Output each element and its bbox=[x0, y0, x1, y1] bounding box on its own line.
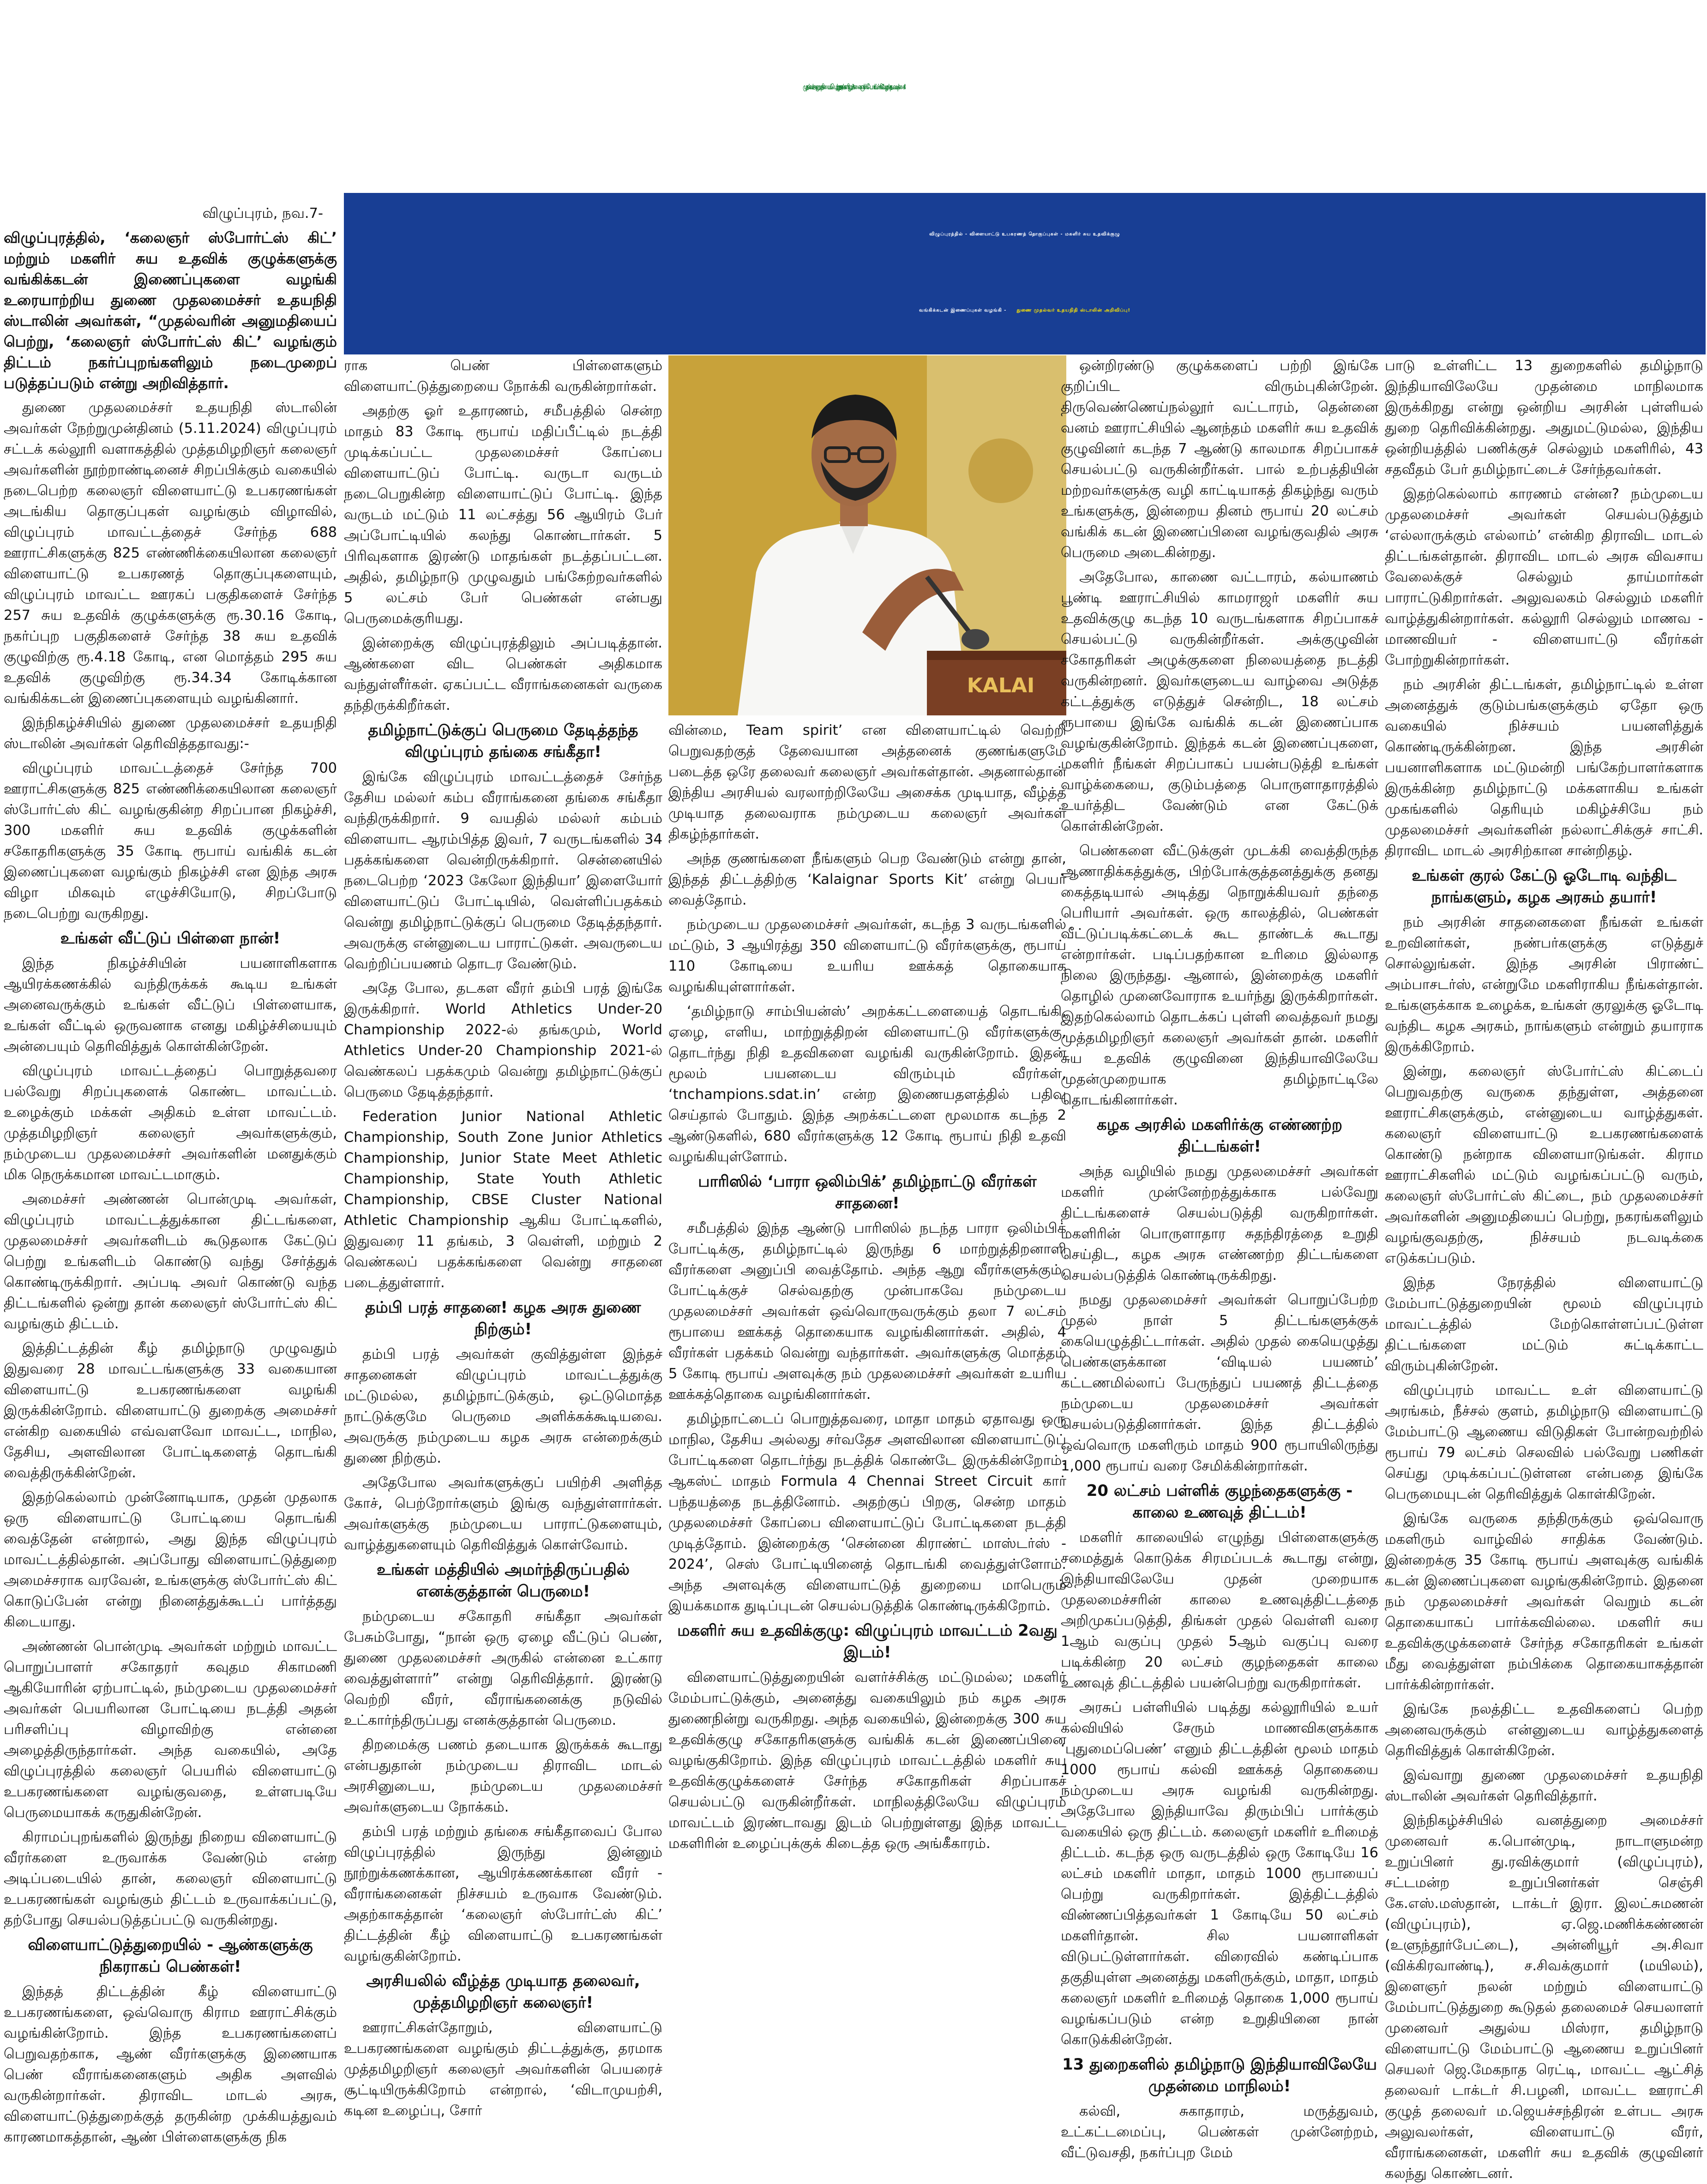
subheading: 13 துறைகளில் தமிழ்நாடு இந்தியாவிலேயே முதன்மை மாநிலம்! bbox=[1062, 2055, 1377, 2095]
paragraph: இந்த நிகழ்ச்சியின் பயனாளிகளாக ஆயிரக்கணக்கில் வந்திருக்கக் கூடிய உங்கள் அனைவருக்கும் உங்கள் வீட்டுப் பிள்ளையாக, உங்கள் வீட்டில் ஒருவனாக எனது மகிழ்ச்சியையும் அன்பையும் தெரிவித்துக் கொள்கின்றேன். bbox=[4, 955, 337, 1055]
subheading: மகளிர் சுய உதவிக்குழு: விழுப்புரம் மாவட்டம் 2வது இடம்! bbox=[677, 1621, 1058, 1662]
paragraph: நம்முடைய முதலமைச்சர் அவர்கள், கடந்த 3 வருடங்களில் மட்டும், 3 ஆயிரத்து 350 விளையாட்டு வீரர்களுக்கு, ரூபாய் 110 கோடியை உயரிய ஊக்கத் தொகையாக வழங்கியுள்ளார்கள். bbox=[668, 917, 1066, 995]
paragraph: இத்திட்டத்தின் கீழ் தமிழ்நாடு முழுவதும் இதுவரை 28 மாவட்டங்களுக்கு 33 வகையான விளையாட்டு உபகரணங்களை வழங்கி இருக்கின்றோம். விளையாட்டு துறைக்கு அமைச்சர் என்கிற வகையில் எவ்வளவோ மாவட்ட, மாநில, தேசிய, அளவிலான போட்டிகளைத் தொடங்கி வைத்திருக்கின்றேன். bbox=[4, 1340, 337, 1481]
paragraph: இங்கே விழுப்புரம் மாவட்டத்தைச் சேர்ந்த தேசிய மல்லர் கம்ப வீராங்கனை தங்கை சங்கீதா வந்திருக்கிறார். 9 வயதில் மல்லர் கம்பம் விளையாட ஆரம்பித்த இவர், 7 வருடங்களில் 34 பதக்கங்களை வென்றிருக்கிறார். சென்னையில் நடைபெற்ற ‘2023 கேலோ இந்தியா’ இளையோர் விளையாட்டுப் போட்டியில், வெள்ளிப்பதக்கம் வென்று தமிழ்நாட்டுக்குப் பெருமை தேடித்தந்தார். அவருக்கு என்னுடைய பாராட்டுகள். அவருடைய வெற்றிப்பயணம் தொடர வேண்டும். bbox=[344, 769, 662, 972]
article-column-1 bbox=[4, 203, 337, 2145]
dateline: விழுப்புரம், நவ.7- bbox=[202, 205, 323, 222]
subheading: அரசியலில் வீழ்த்த முடியாத தலைவர், முத்தமிழறிஞர் கலைஞர்! bbox=[366, 1972, 640, 2012]
paragraph: சமீபத்தில் இந்த ஆண்டு பாரிஸில் நடந்த பாரா ஒலிம்பிக் போட்டிக்கு, தமிழ்நாட்டில் இருந்து 6 மாற்றுத்திறனாளி வீரர்களை அனுப்பி வைத்தோம். அந்த ஆறு வீரர்களுக்கும், போட்டிக்குச் செல்வதற்கு முன்பாகவே நம்முடைய முதலமைச்சர் அவர்கள் ஒவ்வொருவருக்கும் தலா 7 லட்சம் ரூபாயை ஊக்கத் தொகையாக வழங்கினார்கள். அதில், 4 வீரர்கள் பதக்கம் வென்று வந்தார்கள். அவர்களுக்கு மொத்தம் 5 கோடி ரூபாய் அளவுக்கு நம் முதலமைச்சர் அவர்கள் உயரிய ஊக்கத்தொகை வழங்கினார்கள். bbox=[668, 1220, 1066, 1403]
subheading: உங்கள் குரல் கேட்டு ஓடோடி வந்திட நாங்களும், கழக அரசும் தயார்! bbox=[1412, 866, 1677, 906]
event-photo bbox=[668, 355, 1066, 715]
banner-line-2-highlight: துணை முதல்வர் உதயநிதி ஸ்டாலின் அறிவிப்பு! bbox=[1016, 308, 1130, 313]
paragraph: இந்தத் திட்டத்தின் கீழ் விளையாட்டு உபகரணங்களை, ஒவ்வொரு கிராம ஊராட்சிக்கும் வழங்கின்றோம். இந்த உபகரணங்களைப் பெறுவதற்காக, ஆண் வீரர்களுக்கு இணையாக பெண் வீராங்கனைகளும் அதிக அளவில் வருகின்றார்கள். திராவிட மாடல் அரசு, விளையாட்டுத்துறைக்குத் தருகின்ற முக்கியத்துவம் காரணமாகத்தான், ஆண் பிள்ளைகளுக்கு நிக bbox=[4, 1984, 337, 2145]
paragraph: நமது முதலமைச்சர் அவர்கள் பொறுப்பேற்ற முதல் நாள் 5 திட்டங்களுக்குக் கையெழுத்திட்டார்கள். அதில் முதல் கையெழுத்து பெண்களுக்கான ‘விடியல் பயணம்’ கட்டணமில்லாப் பேருந்துப் பயணத் திட்டத்தை நம்முடைய முதலமைச்சர் அவர்கள் செயல்படுத்தினார்கள். இந்த திட்டத்தில் ஒவ்வொரு மகளிரும் மாதம் 900 ரூபாயிலிருந்து 1,000 ரூபாய் வரை சேமிக்கின்றார்கள். bbox=[1061, 1292, 1378, 1474]
paragraph: Federation Junior National Athletic Championship, South Zone Junior Athletics Championship, Junior State Meet Athletic Championship, State Youth Athletic Championship, CBSE Cluster National Athletic Championship ஆகிய போட்டிகளில், இதுவரை 11 தங்கம், 3 வெள்ளி, மற்றும் 2 வெண்கலப் பதக்கங்களை வென்று சாதனை படைத்துள்ளார். bbox=[344, 1109, 662, 1291]
paragraph: தம்பி பரத் அவர்கள் குவித்துள்ள இந்தச் சாதனைகள் விழுப்புரம் மாவட்டத்துக்கு மட்டுமல்ல, தமிழ்நாட்டுக்கும், ஒட்டுமொத்த நாட்டுக்குமே பெருமை அளிக்கக்கூடியவை. அவருக்கு நம்முடைய கழக அரசு என்றைக்கும் துணை நிற்கும். bbox=[344, 1346, 662, 1466]
subheadline-banner bbox=[344, 193, 1706, 354]
paragraph: நம் அரசின் சாதனைகளை நீங்கள் உங்கள் உறவினர்கள், நண்பர்களுக்கு எடுத்துச் சொல்லுங்கள். இந்த அரசின் பிராண்ட் அம்பாசடர்ஸ், என்றுமே மகளிராகிய நீங்கள்தான். உங்களுக்காக உழைக்க, உங்கள் குரலுக்கு ஓடோடி வந்திட கழக அரசும், நாங்களும் என்றும் தயாராக இருக்கிறோம். bbox=[1385, 914, 1703, 1055]
paragraph: வின்மை, Team spirit’ என விளையாட்டில் வெற்றி பெறுவதற்குத் தேவையான அத்தனைக் குணங்களுமே படைத்த ஒரே தலைவர் கலைஞர் அவர்கள்தான். அதனால்தான் இந்திய அரசியல் வரலாற்றிலேயே அசைக்க முடியாத, வீழ்த்த முடியாத தலைவராக நம்முடைய கலைஞர் அவர்கள் திகழ்ந்தார்கள். bbox=[668, 722, 1066, 842]
paragraph: அதேபோல, காணை வட்டாரம், கல்யாணம் பூண்டி ஊராட்சியில் காமராஜர் மகளிர் சுய உதவிக்குழு கடந்த 10 வருடங்களாக சிறப்பாகச் செயல்பட்டு வருகின்றீர்கள். அக்குழுவின் சகோதரிகள் அழுக்குகளை நிலையத்தை நடத்தி வருகின்றனர். இவர்களுடைய வாழ்வை அடுத்த கட்டத்துக்கு எடுத்துச் சென்றிட, 18 லட்சம் ரூபாயை இங்கே வங்கிக் கடன் இணைப்பாக வழங்குகின்றோம். இந்தக் கடன் இணைப்புகளை, மகளிர் நீங்கள் சிறப்பாகப் பயன்படுத்தி உங்கள் வாழ்க்கையை, குடும்பத்தை பொருளாதாரத்தில் உயர்த்திட வேண்டும் என கேட்டுக் கொள்கின்றேன். bbox=[1061, 569, 1378, 834]
paragraph: அதேபோல அவர்களுக்குப் பயிற்சி அளித்த கோச், பெற்றோர்களும் இங்கு வந்துள்ளார்கள். அவர்களுக்கு நம்முடைய பாராட்டுகளையும், வாழ்த்துகளையும் தெரிவித்துக் கொள்வோம். bbox=[344, 1475, 662, 1553]
headline: முதல்வர் அனுமதியைப் பெற்று - நகரங்களிலும் ‘கலைஞர் ஸ்போர்ட்ஸ் கிட்’ வழங்க நடவடிக்கை! bbox=[803, 83, 904, 91]
paragraph: ராக பெண் பிள்ளைகளும் விளையாட்டுத்துறையை நோக்கி வருகின்றார்கள். bbox=[344, 358, 662, 395]
paragraph: பெண்களை வீட்டுக்குள் முடக்கி வைத்திருந்த ஆணாதிக்கத்துக்கு, பிற்போக்குத்தனத்துக்கு தனது கைத்தடியால் அடித்து நொறுக்கியவர் தந்தை பெரியார் அவர்கள். ஒரு காலத்தில், பெண்கள் வீட்டுப்படிக்கட்டைக் கூட தாண்டக் கூடாது என்றார்கள். படிப்பதற்கான உரிமை இல்லாத நிலை இருந்தது. ஆனால், இன்றைக்கு மகளிர் தொழில் முனைவோராக உயர்ந்து இருக்கிறார்கள். இதற்கெல்லாம் தொடக்கப் புள்ளி வைத்தவர் நமது முத்தமிழறிஞர் கலைஞர் அவர்கள் தான். மகளிர் சுய உதவிக் குழுவினை இந்தியாவிலேயே முதன்முறையாக தமிழ்நாட்டிலே தொடங்கினார்கள். bbox=[1061, 843, 1378, 1108]
paragraph: நம் அரசின் திட்டங்கள், தமிழ்நாட்டில் உள்ள அனைத்துக் குடும்பங்களுக்கும் ஏதோ ஒரு வகையில் நிச்சயம் பயனளித்துக் கொண்டிருக்கின்றன. இந்த அரசின் பயனாளிகளாக மட்டுமன்றி பங்கேற்பாளர்களாக இருக்கின்ற தமிழ்நாட்டு மக்களாகிய உங்கள் முகங்களில் தெரியும் மகிழ்ச்சியே நம் முதலமைச்சர் அவர்களின் நல்லாட்சிக்குச் சாட்சி. திராவிட மாடல் அரசிற்கான சான்றிதழ். bbox=[1385, 677, 1703, 859]
paragraph: இந்நிகழ்ச்சியில் துணை முதலமைச்சர் உதயநிதி ஸ்டாலின் அவர்கள் தெரிவித்ததாவது:- bbox=[4, 715, 337, 752]
paragraph: தமிழ்நாட்டைப் பொறுத்தவரை, மாதா மாதம் ஏதாவது ஒரு மாநில, தேசிய அல்லது சர்வதேச அளவிலான விளையாட்டுப் போட்டிகளை தொடர்ந்து நடத்திக் கொண்டே இருக்கின்றோம். ஆகஸ்ட் மாதம் Formula 4 Chennai Street Circuit கார் பந்தயத்தை நடத்தினோம். அதற்குப் பிறகு, சென்ற மாதம் முதலமைச்சர் கோப்பை விளையாட்டுப் போட்டிகளை நடத்தி முடித்தோம். இன்றைக்கு ‘சென்னை கிராண்ட் மாஸ்டர்ஸ் - 2024’, செஸ் போட்டியினைத் தொடங்கி வைத்துள்ளோம். அந்த அளவுக்கு விளையாட்டுத் துறையை மாபெரும் இயக்கமாக துடிப்புடன் செயல்படுத்திக் கொண்டிருக்கிறோம். bbox=[668, 1411, 1066, 1614]
subheading: கழக அரசில் மகளிர்க்கு எண்ணற்ற திட்டங்கள்! bbox=[1096, 1116, 1343, 1156]
paragraph: கல்வி, சுகாதாரம், மருத்துவம், உட்கட்டமைப்பு, பெண்கள் முன்னேற்றம், வீட்டுவசதி, நகர்ப்புற மேம் bbox=[1061, 2103, 1378, 2161]
paragraph: இன்று, கலைஞர் ஸ்போர்ட்ஸ் கிட்டைப் பெறுவதற்கு வருகை தந்துள்ள, அத்தனை ஊராட்சிகளுக்கும், என்னுடைய வாழ்த்துகள். கலைஞர் விளையாட்டு உபகரணங்களைக் கொண்டு நன்றாக விளையாடுங்கள். கிராம ஊராட்சிகளில் மட்டும் வழங்கப்பட்டு வரும், கலைஞர் ஸ்போர்ட்ஸ் கிட்டை, நம் முதலமைச்சர் அவர்களின் அனுமதியைப் பெற்று, நகரங்களிலும் வழங்குவதற்கு, நிச்சயம் நடவடிக்கை எடுக்கப்படும். bbox=[1385, 1063, 1703, 1266]
paragraph: இந்நிகழ்ச்சியில் வனத்துறை அமைச்சர் முனைவர் க.பொன்முடி, நாடாளுமன்ற உறுப்பினர் து.ரவிக்குமார் (விழுப்புரம்), சட்டமன்ற உறுப்பினர்கள் செஞ்சி கே.எஸ்.மஸ்தான், டாக்டர் இரா. இலட்சுமணன் (விழுப்புரம்), ஏ.ஜெ.மணிக்கண்ணன் (உளுந்தூர்பேட்டை), அன்னியூர் அ.சிவா (விக்கிரவாண்டி), ச.சிவக்குமார் (மயிலம்), இளைஞர் நலன் மற்றும் விளையாட்டு மேம்பாட்டுத்துறை கூடுதல் தலைமைச் செயலாளர் முனைவர் அதுல்ய மிஸ்ரா, தமிழ்நாடு விளையாட்டு மேம்பாட்டு ஆணைய உறுப்பினர் செயலர் ஜெ.மேகநாத ரெட்டி, மாவட்ட ஆட்சித் தலைவர் டாக்டர் சி.பழனி, மாவட்ட ஊராட்சி குழுத் தலைவர் ம.ஜெயச்சந்திரன் உள்பட அரசு அலுவலர்கள், விளையாட்டு வீரர், வீராங்கனைகள், மகளிர் சுய உதவிக் குழுவினர் கலந்து கொண்டனர். bbox=[1385, 1812, 1703, 2182]
paragraph: அண்ணன் பொன்முடி அவர்கள் மற்றும் மாவட்ட பொறுப்பாளர் சகோதரர் கவுதம சிகாமணி ஆகியோரின் ஏற்பாட்டில், நம்முடைய முதலமைச்சர் அவர்கள் பெயரிலான போட்டியை நடத்தி அதன் பரிசளிப்பு விழாவிற்கு என்னை அழைத்திருந்தார்கள். அந்த வகையில், அதே விழுப்புரத்தில் கலைஞர் பெயரில் விளையாட்டு உபகரணங்களை வழங்குவதை, உள்ளபடியே பெருமையாகக் கருதுகின்றேன். bbox=[4, 1638, 337, 1821]
paragraph: துணை முதலமைச்சர் உதயநிதி ஸ்டாலின் அவர்கள் நேற்றுமுன்தினம் (5.11.2024) விழுப்புரம் சட்டக் கல்லூரி வளாகத்தில் முத்தமிழறிஞர் கலைஞர் அவர்களின் நூற்றாண்டினைச் சிறப்பிக்கும் வகையில் நடைபெற்ற கலைஞர் விளையாட்டு உபகரணங்கள் அடங்கிய தொகுப்புகள் வழங்கும் விழாவில், விழுப்புரம் மாவட்டத்தைச் சேர்ந்த 688 ஊராட்சிகளுக்கு 825 எண்ணிக்கையிலான கலைஞர் விளையாட்டு உபகரணத் தொகுப்புகளையும், விழுப்புரம் மாவட்ட ஊரகப் பகுதிகளைச் சேர்ந்த 257 சுய உதவிக் குழுக்களுக்கு ரூ.30.16 கோடி, நகர்ப்புற பகுதிகளைச் சேர்ந்த 38 சுய உதவிக் குழுவிற்கு ரூ.4.18 கோடி, என மொத்தம் 295 சுய உதவிக் குழுவிற்கு ரூ.34.34 கோடிக்கான வங்கிக்கடன் இணைப்புகளையும் வழங்கினார். bbox=[4, 400, 337, 707]
article-column-2 bbox=[344, 355, 662, 2119]
paragraph: தம்பி பரத் மற்றும் தங்கை சங்கீதாவைப் போல விழுப்புரத்தில் இருந்து இன்னும் நூற்றுக்கணக்கான, ஆயிரக்கணக்கான வீரர் - வீராங்கனைகள் நிச்சயம் உருவாக வேண்டும். அதற்காகத்தான் ‘கலைஞர் ஸ்போர்ட்ஸ் கிட்’ திட்டத்தின் கீழ் விளையாட்டு உபகரணங்கள் வழங்குகின்றோம். bbox=[344, 1824, 662, 1964]
paragraph: திறமைக்கு பணம் தடையாக இருக்கக் கூடாது என்பதுதான் நம்முடைய திராவிட மாடல் அரசினுடைய, நம்முடைய முதலமைச்சர் அவர்களுடைய நோக்கம். bbox=[344, 1737, 662, 1815]
subheading: 20 லட்சம் பள்ளிக் குழந்தைகளுக்கு - காலை உணவுத் திட்டம்! bbox=[1086, 1482, 1353, 1522]
paragraph: அதே போல, தடகள வீரர் தம்பி பரத் இங்கே இருக்கிறார். World Athletics Under-20 Championship 2022-ல் தங்கமும், World Athletics Under-20 Championship 2021-ல் வெண்கலப் பதக்கமும் வென்று தமிழ்நாட்டுக்குப் பெருமை தேடித்தந்தார். bbox=[344, 980, 662, 1100]
paragraph: விளையாட்டுத்துறையின் வளர்ச்சிக்கு மட்டுமல்ல; மகளிர் மேம்பாட்டுக்கும், அனைத்து வகையிலும் நம் கழக அரசு துணைநின்று வருகிறது. அந்த வகையில், இன்றைக்கு 300 சுய உதவிக்குழு சகோதரிகளுக்கு வங்கிக் கடன் இணைப்பினை வழங்குகிறோம். இந்த விழுப்புரம் மாவட்டத்தில் மகளிர் சுய உதவிக்குழுக்களைச் சேர்ந்த சகோதரிகள் சிறப்பாகச் செயல்பட்டு வருகின்றீர்கள். மாநிலத்திலேயே விழுப்புரம் மாவட்டம் இரண்டாவது இடம் பெற்றுள்ளது இந்த மாவட்ட மகளிரின் உழைப்புக்குக் கிடைத்த ஒரு அங்கீகாரம். bbox=[668, 1669, 1066, 1852]
paragraph: ‘தமிழ்நாடு சாம்பியன்ஸ்’ அறக்கட்டளையைத் தொடங்கி, ஏழை, எளிய, மாற்றுத்திறன் விளையாட்டு வீரர்களுக்கு, தொடர்ந்து நிதி உதவிகளை வழங்கி வருகின்றோம். இதன் மூலம் பயனடைய விரும்பும் வீரர்கள், ‘tnchampions.sdat.in’ என்ற இணையதளத்தில் பதிவு செய்தால் போதும். இந்த அறக்கட்டளை மூலமாக கடந்த 2 ஆண்டுகளில், 680 வீரர்களுக்கு 12 கோடி ரூபாய் நிதி உதவி வழங்கியுள்ளோம். bbox=[668, 1003, 1066, 1165]
banner-line-1: விழுப்புரத்தில் - விளையாட்டு உபகரணத் தொகுப்புகள் - மகளிர் சுய உதவிக்குழு bbox=[929, 232, 1120, 237]
subheading: உங்கள் மத்தியில் அமர்ந்திருப்பதில் எனக்குத்தான் பெருமை! bbox=[377, 1560, 630, 1601]
subheading: தமிழ்நாட்டுக்குப் பெருமை தேடித்தந்த விழுப்புரம் தங்கை சங்கீதா! bbox=[368, 721, 638, 761]
paragraph: அதற்கு ஓர் உதாரணம், சமீபத்தில் சென்ற மாதம் 83 கோடி ரூபாய் மதிப்பீட்டில் நடத்தி முடிக்கப்பட்ட முதலமைச்சர் கோப்பை விளையாட்டுப் போட்டி. வருடா வருடம் நடைபெறுகின்ற விளையாட்டுப் போட்டி. இந்த வருடம் மட்டும் 11 லட்சத்து 56 ஆயிரம் பேர் அப்போட்டியில் கலந்து கொண்டார்கள். 5 பிரிவுகளாக இரண்டு மாதங்கள் நடத்தப்பட்டன. அதில், தமிழ்நாடு முழுவதும் பங்கேற்றவர்களில் 5 லட்சம் பேர் பெண்கள் என்பது பெருமைக்குரியது. bbox=[344, 403, 662, 627]
photo-placeholder-icon bbox=[668, 355, 1066, 715]
paragraph: இதற்கெல்லாம் முன்னோடியாக, முதன் முதலாக ஒரு விளையாட்டு போட்டியை தொடங்கி வைத்தேன் என்றால், அது இந்த விழுப்புரம் மாவட்டத்தில்தான். அப்போது விளையாட்டுத்துறை அமைச்சராக வரவேன், உங்களுக்கு ஸ்போர்ட்ஸ் கிட் கொடுப்பேன் என்று நினைத்துக்கூடப் பார்த்தது கிடையாது. bbox=[4, 1489, 337, 1630]
article-column-5 bbox=[1385, 355, 1703, 2182]
paragraph: இவ்வாறு துணை முதலமைச்சர் உதயநிதி ஸ்டாலின் அவர்கள் தெரிவித்தார். bbox=[1385, 1767, 1703, 1804]
subheading: பாரிஸில் ‘பாரா ஒலிம்பிக்’ தமிழ்நாட்டு வீரர்கள் சாதனை! bbox=[698, 1172, 1037, 1212]
podium-text: KALAI bbox=[967, 674, 1035, 697]
paragraph: நம்முடைய சகோதரி சங்கீதா அவர்கள் பேசும்போது, “நான் ஒரு ஏழை வீட்டுப் பெண், துணை முதலமைச்சர் அருகில் என்னை உட்கார வைத்துள்ளார்” என்று தெரிவித்தார். இரண்டு வெற்றி வீரர், வீராங்கனைக்கு நடுவில் உட்கார்ந்திருப்பது எனக்குத்தான் பெருமை. bbox=[344, 1608, 662, 1728]
paragraph: விழுப்புரம் மாவட்ட உள் விளையாட்டு அரங்கம், நீச்சல் குளம், தமிழ்நாடு விளையாட்டு மேம்பாட்டு ஆணைய விடுதிகள் போன்றவற்றில் ரூபாய் 79 லட்சம் செலவில் பல்வேறு பணிகள் செய்து முடிக்கப்பட்டுள்ளன என்பதை இங்கே பெருமையுடன் தெரிவித்துக் கொள்கிறேன். bbox=[1385, 1382, 1703, 1502]
article-column-3 bbox=[668, 720, 1066, 1862]
paragraph: ஊராட்சிகள்தோறும், விளையாட்டு உபகரணங்களை வழங்கும் திட்டத்துக்கு, தரமாக முத்தமிழறிஞர் கலைஞர் அவர்களின் பெயரைச் சூட்டியிருக்கிறோம் என்றால், ‘விடாமுயற்சி, கடின உழைப்பு, சோர் bbox=[344, 2020, 662, 2119]
paragraph: அந்த வழியில் நமது முதலமைச்சர் அவர்கள் மகளிர் முன்னேற்றத்துக்காக பல்வேறு திட்டங்களைச் செயல்படுத்தி வருகிறார்கள். மகளிரின் பொருளாதார சுதந்திரத்தை உறுதி செய்திட, கழக அரசு எண்ணற்ற திட்டங்களை செயல்படுத்திக் கொண்டிருக்கிறது. bbox=[1061, 1164, 1378, 1284]
lead-paragraph: விழுப்புரத்தில், ‘கலைஞர் ஸ்போர்ட்ஸ் கிட்’ மற்றும் மகளிர் சுய உதவிக் குழுக்களுக்கு வங்கிக்கடன் இணைப்புகளை வழங்கி உரையாற்றிய துணை முதலமைச்சர் உதயநிதி ஸ்டாலின் அவர்கள், “முதல்வரின் அனுமதியைப் பெற்று, ‘கலைஞர் ஸ்போர்ட்ஸ் கிட்’ வழங்கும் திட்டம் நகர்ப்புறங்களிலும் நடைமுறைப் படுத்தப்படும் என்று அறிவித்தார். bbox=[4, 229, 337, 392]
paragraph: பாடு உள்ளிட்ட 13 துறைகளில் தமிழ்நாடு இந்தியாவிலேயே முதன்மை மாநிலமாக இருக்கிறது என்று ஒன்றிய அரசின் புள்ளியல் துறை தெரிவிக்கின்றது. அதுமட்டுமல்ல, இந்திய ஒன்றியத்தில் பணிக்குச் செல்லும் மகளிரில், 43 சதவீதம் பேர் தமிழ்நாட்டைச் சேர்ந்தவர்கள். bbox=[1385, 358, 1703, 478]
paragraph: அரசுப் பள்ளியில் படித்து கல்லூரியில் உயர் கல்வியில் சேரும் மாணவிகளுக்காக ‘புதுமைப்பெண்’ எனும் திட்டத்தின் மூலம் மாதம் 1000 ரூபாய் கல்வி ஊக்கத் தொகையை நம்முடைய அரசு வழங்கி வருகின்றது. அதேபோல இந்தியாவே திரும்பிப் பார்க்கும் வகையில் ஒரு திட்டம். கலைஞர் மகளிர் உரிமைத் திட்டம். கடந்த ஒரு வருடத்தில் ஒரு கோடியே 16 லட்சம் மகளிர் மாதா, மாதம் 1000 ரூபாயைப் பெற்று வருகிறார்கள். இத்திட்டத்தில் விண்ணப்பித்தவர்கள் 1 கோடியே 50 லட்சம் மகளிர்தான். சில பயனாளிகள் விடுபட்டுள்ளார்கள். விரைவில் கண்டிப்பாக தகுதியுள்ள அனைத்து மகளிருக்கும், மாதா, மாதம் கலைஞர் மகளிர் உரிமைத் தொகை 1,000 ரூபாய் வழங்கப்படும் என்ற உறுதியினை நான் கொடுக்கின்றேன். bbox=[1061, 1699, 1378, 2048]
paragraph: இன்றைக்கு விழுப்புரத்திலும் அப்படித்தான். ஆண்களை விட பெண்கள் அதிகமாக வந்துள்ளீர்கள். ஏகப்பட்ட வீராங்கனைகள் வருகை தந்திருக்கிறீர்கள். bbox=[344, 635, 662, 714]
banner-line-2 bbox=[344, 276, 1706, 345]
subheading: தம்பி பரத் சாதனை! கழக அரசு துணை நிற்கும்! bbox=[365, 1298, 641, 1338]
paragraph: இந்த நேரத்தில் விளையாட்டு மேம்பாட்டுத்துறையின் மூலம் விழுப்புரம் மாவட்டத்தில் மேற்கொள்ளப்பட்டுள்ள திட்டங்களை மட்டும் சுட்டிக்காட்ட விரும்புகின்றேன். bbox=[1385, 1275, 1703, 1374]
paragraph: இங்கே வருகை தந்திருக்கும் ஒவ்வொரு மகளிரும் வாழ்வில் சாதிக்க வேண்டும். இன்றைக்கு 35 கோடி ரூபாய் அளவுக்கு வங்கிக் கடன் இணைப்புகளை வழங்குகின்றோம். இதனை நம் முதலமைச்சர் அவர்கள் வெறும் கடன் தொகையாகப் பார்க்கவில்லை. மகளிர் சுய உதவிக்குழுக்களைச் சேர்ந்த சகோதரிகள் உங்கள் மீது வைத்துள்ள நம்பிக்கை தொகையாகத்தான் பார்க்கின்றார்கள். bbox=[1385, 1511, 1703, 1693]
paragraph: இதற்கெல்லாம் காரணம் என்ன? நம்முடைய முதலமைச்சர் அவர்கள் செயல்படுத்தும் ‘எல்லாருக்கும் எல்லாம்’ என்கிற திராவிட மாடல் திட்டங்கள்தான். திராவிட மாடல் அரசு விவசாய வேலைக்குச் செல்லும் தாய்மார்கள் பாராட்டுகிறார்கள். அலுவலகம் செல்லும் மகளிர் வாழ்த்துகின்றார்கள். கல்லூரி செல்லும் மாணவ - மாணவியர் - விளையாட்டு வீரர்கள் போற்றுகின்றார்கள். bbox=[1385, 486, 1703, 668]
paragraph: அமைச்சர் அண்ணன் பொன்முடி அவர்கள், விழுப்புரம் மாவட்டத்துக்கான திட்டங்களை, முதலமைச்சர் அவர்களிடம் கூடுதலாக கேட்டுப் பெற்று உங்களிடம் கொண்டு வந்து சேர்த்துக் கொண்டிருக்கிறார். அப்படி அவர் கொண்டு வந்த திட்டங்களில் ஒன்று தான் கலைஞர் ஸ்போர்ட்ஸ் கிட் வழங்கும் திட்டம். bbox=[4, 1191, 337, 1332]
paragraph: அந்த குணங்களை நீங்களும் பெற வேண்டும் என்று தான், இந்தத் திட்டத்திற்கு ‘Kalaignar Sports Kit’ என்று பெயர் வைத்தோம். bbox=[668, 851, 1066, 908]
paragraph: விழுப்புரம் மாவட்டத்தைச் சேர்ந்த 700 ஊராட்சிகளுக்கு 825 எண்ணிக்கையிலான கலைஞர் ஸ்போர்ட்ஸ் கிட் வழங்குகின்ற சிறப்பான நிகழ்ச்சி, 300 மகளிர் சுய உதவிக் குழுக்களின் சகோதரிகளுக்கு 35 கோடி ரூபாய் வங்கிக் கடன் இணைப்புகளை வழங்கும் நிகழ்ச்சி என இந்த அரசு விழா மிகவும் எழுச்சியோடு, சிறப்போடு நடைபெற்று வருகிறது. bbox=[4, 760, 337, 922]
paragraph: கிராமப்புறங்களில் இருந்து நிறைய விளையாட்டு வீரர்களை உருவாக்க வேண்டும் என்ற அடிப்படையில் தான், கலைஞர் விளையாட்டு உபகரணங்கள் வழங்கும் திட்டம் உருவாக்கப்பட்டு, தற்போது செயல்படுத்தப்பட்டு வருகின்றது. bbox=[4, 1829, 337, 1928]
article-column-4 bbox=[1061, 355, 1378, 2161]
paragraph: மகளிர் காலையில் எழுந்து பிள்ளைகளுக்கு சமைத்துக் கொடுக்க சிரமப்படக் கூடாது என்று, இந்தியாவிலேயே முதன் முறையாக முதலமைச்சரின் காலை உணவுத்திட்டத்தை அறிமுகப்படுத்தி, திங்கள் முதல் வெள்ளி வரை 1ஆம் வகுப்பு முதல் 5ஆம் வகுப்பு வரை படிக்கின்ற 20 லட்சம் குழந்தைகள் காலை உணவுத் திட்டத்தில் பயன்பெற்று வருகிறார்கள். bbox=[1061, 1530, 1378, 1691]
banner-line-2-white: வங்கிக்கடன் இணைப்புகள் வழங்கி - bbox=[919, 308, 1007, 313]
subheading: உங்கள் வீட்டுப் பிள்ளை நான்! bbox=[60, 929, 281, 948]
paragraph: இங்கே நலத்திட்ட உதவிகளைப் பெற்ற அனைவருக்கும் என்னுடைய வாழ்த்துகளைத் தெரிவித்துக் கொள்கிறேன். bbox=[1385, 1701, 1703, 1759]
paragraph: ஒன்றிரண்டு குழுக்களைப் பற்றி இங்கே குறிப்பிட விரும்புகின்றேன். திருவெண்ணெய்நல்லூர் வட்டாரம், தென்னை வனம் ஊராட்சியில் ஆனந்தம் மகளிர் சுய உதவிக் குழுவினர் கடந்த 7 ஆண்டு காலமாக சிறப்பாகச் செயல்பட்டு வருகின்றீர்கள். பால் உற்பத்தியின் மற்றவர்களுக்கு வழி காட்டியாகத் திகழ்ந்து வரும் உங்களுக்கு, இன்றைய தினம் ரூபாய் 20 லட்சம் வங்கிக் கடன் இணைப்பினை வழங்குவதில் அரசு பெருமை அடைகின்றது. bbox=[1061, 358, 1378, 561]
subheading: விளையாட்டுத்துறையில் - ஆண்களுக்கு நிகராகப் பெண்கள்! bbox=[28, 1936, 313, 1976]
paragraph: விழுப்புரம் மாவட்டத்தைப் பொறுத்தவரை பல்வேறு சிறப்புகளைக் கொண்ட மாவட்டம். உழைக்கும் மக்கள் அதிகம் உள்ள மாவட்டம். முத்தமிழறிஞர் கலைஞர் அவர்களுக்கும், நம்முடைய முதலமைச்சர் அவர்களின் மனதுக்கும் மிக நெருக்கமான மாவட்டமாகும். bbox=[4, 1063, 337, 1183]
